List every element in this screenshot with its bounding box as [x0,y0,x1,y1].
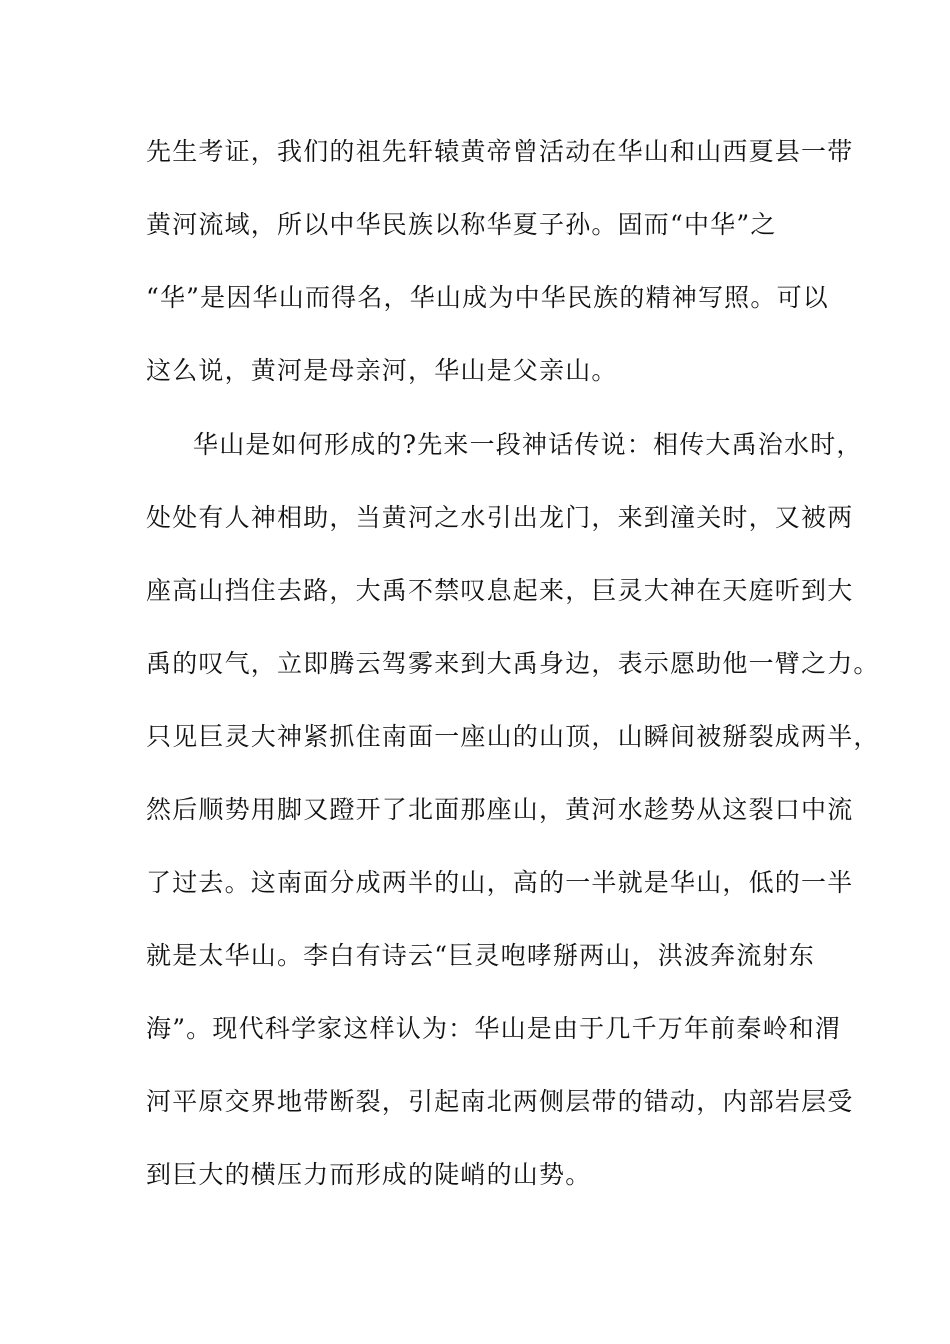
text-line: 然后顺势用脚又蹬开了北面那座山，黄河水趁势从这裂口中流 [146,795,854,824]
text-line: “华”是因华山而得名，华山成为中华民族的精神写照。可以 [146,283,829,312]
text-line: 河平原交界地带断裂，引起南北两侧层带的错动，内部岩层受 [146,1087,854,1116]
paragraph-first-line: 华山是如何形成的?先来一段神话传说：相传大禹治水时， [193,430,863,459]
text-line: 座高山挡住去路，大禹不禁叹息起来，巨灵大神在天庭听到大 [146,576,854,605]
text-line: 先生考证，我们的祖先轩辕黄帝曾活动在华山和山西夏县一带 [146,137,854,166]
text-line: 了过去。这南面分成两半的山，高的一半就是华山，低的一半 [146,868,854,897]
text-line: 处处有人神相助，当黄河之水引出龙门，来到潼关时，又被两 [146,503,854,532]
text-line: 就是太华山。李白有诗云“巨灵咆哮掰两山，洪波奔流射东 [146,941,815,970]
text-line: 到巨大的横压力而形成的陡峭的山势。 [146,1160,592,1189]
text-line: 这么说，黄河是母亲河，华山是父亲山。 [146,356,618,385]
text-line: 黄河流域，所以中华民族以称华夏子孙。固而“中华”之 [146,210,777,239]
text-line: 只见巨灵大神紧抓住南面一座山的山顶，山瞬间被掰裂成两半， [146,722,880,751]
text-line: 海”。现代科学家这样认为：华山是由于几千万年前秦岭和渭 [146,1014,842,1043]
text-line: 禹的叹气，立即腾云驾雾来到大禹身边，表示愿助他一臂之力。 [146,649,880,678]
